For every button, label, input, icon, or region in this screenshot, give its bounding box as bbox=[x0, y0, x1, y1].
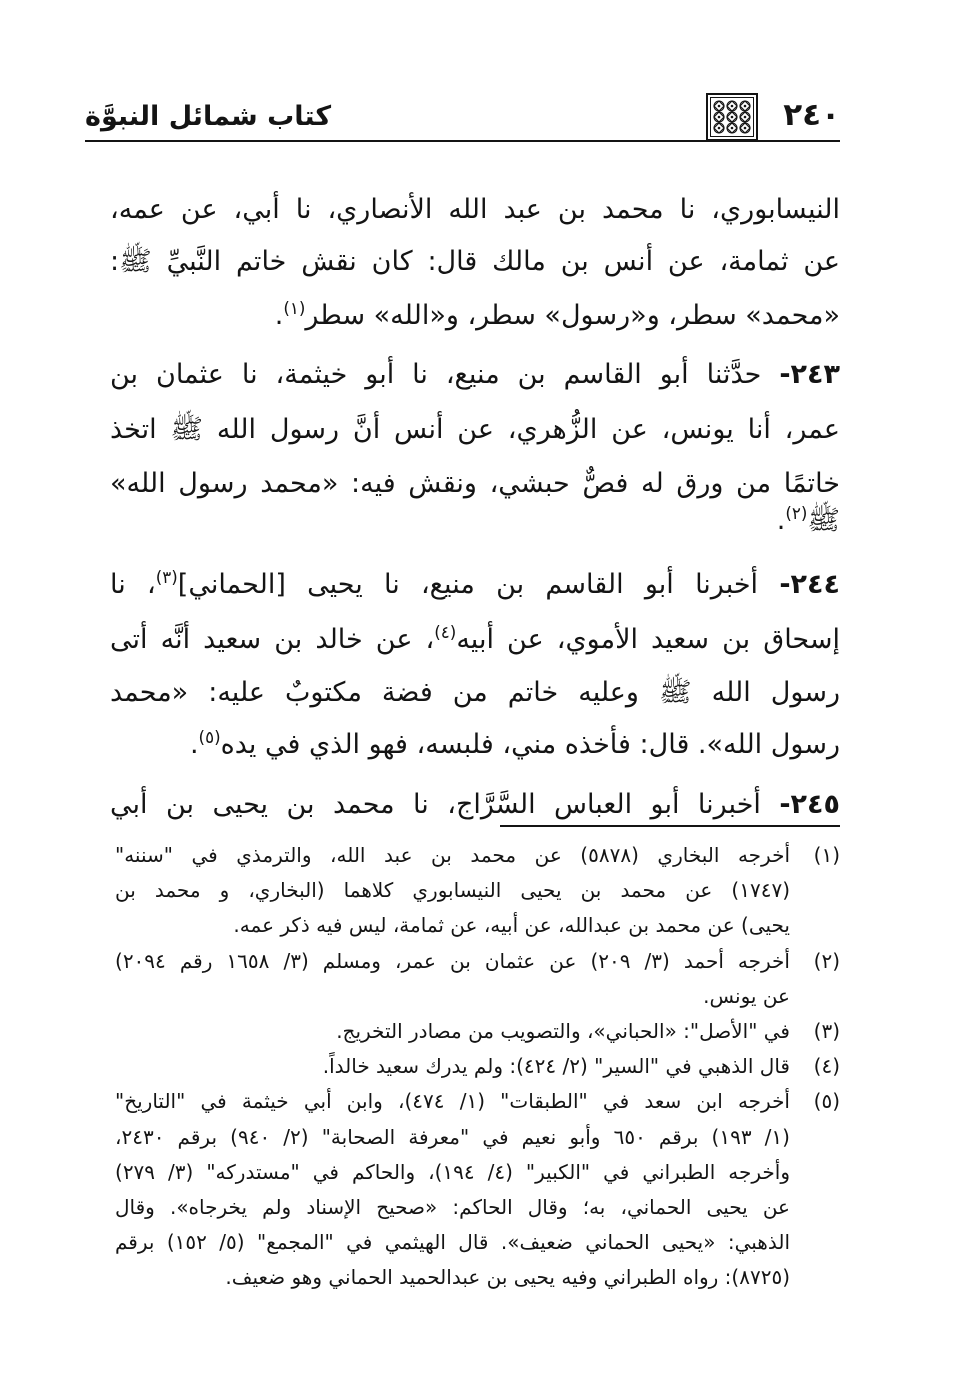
line-text: عمر، أنا يونس، عن الزُّهري، عن أنس أنَّ رسول الله ﷺ اتخذ bbox=[110, 414, 840, 445]
line-text: ، عن خالد بن سعيد أنَّه أتى bbox=[110, 624, 435, 655]
header-rule bbox=[85, 140, 840, 142]
footnote-number: (٤) bbox=[813, 1054, 840, 1078]
line-text: أخبرنا أبو العباس السَّرَّاج، نا محمد بن يحيى بن أبي bbox=[110, 789, 761, 820]
text-line bbox=[110, 238, 840, 286]
paragraph-245-first-line bbox=[110, 781, 840, 829]
footnote-line: وأخرجه الطبراني في "الكبير" (٤/ ١٩٤)، والحاكم في "مستدركه" (٣/ ٢٧٩) bbox=[115, 1160, 790, 1184]
footnote-number: (٥) bbox=[813, 1089, 840, 1113]
line-text: رسول الله ﷺ وعليه خاتم من فضة مكتوبٌ عليه: «محمد bbox=[110, 677, 840, 708]
paragraph-243-first-line bbox=[110, 351, 840, 399]
footnote-line: قال الذهبي في "السير" (٢/ ٤٢٤): ولم يدرك سعيد خالداً. bbox=[322, 1054, 790, 1078]
footnote-line: يحيى) عن محمد بن عبدالله، عن أبيه، عن ثمامة، ليس فيه ذكر عمه. bbox=[233, 913, 790, 937]
footnote-ref: (٤) bbox=[434, 621, 457, 642]
hadith-number: ٢٤٣- bbox=[779, 359, 840, 390]
footnote-line: عن يونس. bbox=[703, 984, 790, 1008]
hadith-number: ٢٤٥- bbox=[779, 789, 840, 820]
footnote-separator bbox=[500, 825, 840, 827]
line-text: عن ثمامة، عن أنس بن مالك قال: كان نقش خاتم النَّبيِّ ﷺ: bbox=[110, 246, 840, 277]
footnote-line: الذهبي: «يحيى الحماني ضعيف». قال الهيثمي في "المجمع" (٥/ ١٥٢) برقم bbox=[115, 1230, 790, 1254]
page-number: ٢٤٠ bbox=[783, 97, 840, 133]
footnote-line: (١/ ١٩٣) برقم ٦٥٠ وأبو نعيم في "معرفة الصحابة" (٢/ ٩٤٠) برقم ٢٤٣٠، bbox=[115, 1125, 790, 1149]
text-line bbox=[110, 721, 840, 769]
line-text: . bbox=[776, 505, 786, 536]
footnote-ref: (٣) bbox=[155, 566, 178, 587]
text-line bbox=[110, 186, 840, 234]
text-line bbox=[110, 669, 840, 717]
footnote-number: (١) bbox=[813, 843, 840, 867]
line-text: ، نا bbox=[110, 569, 156, 600]
line-text: خاتمًا من ورق له فصٌّ حبشي، ونقش فيه: «محمد رسول الله» bbox=[110, 468, 840, 499]
footnote-line: أخرجه أحمد (٣/ ٢٠٩) عن عثمان بن عمر، ومسلم (٣/ ١٦٥٨ رقم ٢٠٩٤) bbox=[115, 949, 790, 973]
footnote-ref: (٢) bbox=[785, 502, 808, 523]
book-title: كتاب شمائل النبوَّة bbox=[85, 101, 332, 132]
line-text: «محمد» سطر، و«رسول» سطر، و«الله» سطر bbox=[305, 300, 840, 331]
line-text: ﷺ bbox=[807, 505, 840, 536]
footnote-line: أخرجه البخاري (٥٨٧٨) عن محمد بن عبد الله، والترمذي في "سننه" bbox=[115, 843, 791, 867]
footnote-line: أخرجه ابن سعد في "الطبقات" (١/ ٤٧٤)، وابن أبي خيثمة في "التاريخ" bbox=[115, 1089, 790, 1113]
footnote-line: عن يحيى الحماني، به؛ وقال الحاكم: «صحيح الإسناد ولم يخرجاه». وقال bbox=[115, 1195, 790, 1219]
footnote-line: (١٧٤٧) عن محمد بن يحيى النيسابوري كلاهما (البخاري، و محمد بن bbox=[115, 878, 790, 902]
footnote-line: (٨٧٢٥): رواه الطبراني وفيه يحيى بن عبدالحميد الحماني وهو ضعيف. bbox=[225, 1265, 790, 1289]
line-text: حدَّثنا أبو القاسم بن منيع، نا أبو خيثمة، نا عثمان بن bbox=[110, 359, 762, 390]
text-line bbox=[110, 406, 840, 454]
footnote-ref: (٥) bbox=[198, 726, 221, 747]
line-text: . bbox=[189, 729, 199, 760]
paragraph-244-first-line bbox=[110, 561, 840, 609]
line-text: النيسابوري، نا محمد بن عبد الله الأنصاري، نا أبي، عن عمه، bbox=[110, 194, 840, 225]
ornament-icon bbox=[706, 93, 758, 141]
hadith-number: ٢٤٤- bbox=[779, 569, 840, 600]
text-line bbox=[110, 497, 840, 545]
line-text: إسحاق بن سعيد الأموي، عن أبيه bbox=[456, 624, 840, 655]
footnote-number: (٢) bbox=[813, 949, 840, 973]
line-text: رسول الله». قال: فأخذه مني، فلبسه، فهو الذي في يده bbox=[220, 729, 840, 760]
footnote-ref: (١) bbox=[283, 297, 306, 318]
footnote-number: (٣) bbox=[813, 1019, 840, 1043]
text-line bbox=[110, 616, 840, 664]
text-line bbox=[110, 292, 840, 340]
line-text: . bbox=[274, 300, 284, 331]
footnote-line: في "الأصل": «الحباني»، والتصويب من مصادر التخريج. bbox=[336, 1019, 790, 1043]
line-text: أخبرنا أبو القاسم بن منيع، نا يحيى [الحماني] bbox=[177, 569, 759, 600]
